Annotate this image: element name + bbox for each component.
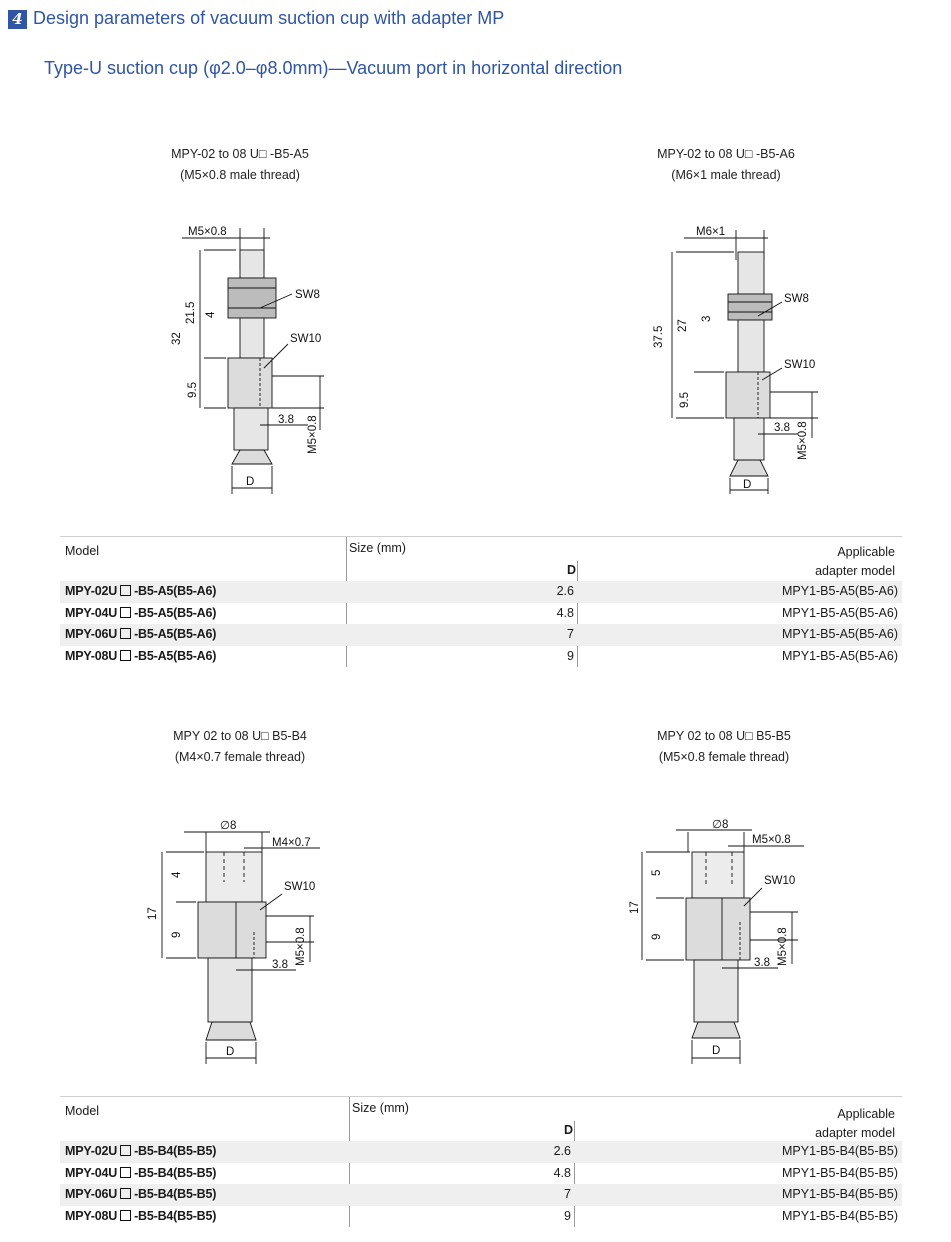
cell-adapter: MPY1-B5-A5(B5-A6): [781, 605, 898, 620]
dim-top: 5: [651, 869, 663, 876]
table-row: [60, 581, 902, 603]
cell-d: 4.8: [553, 1165, 571, 1180]
technical-drawing-a5: [160, 220, 340, 500]
dim-lower: 9.5: [679, 392, 691, 408]
table-body: [60, 1141, 902, 1227]
table-row: [60, 1141, 902, 1163]
table-row: [60, 1206, 902, 1228]
header-d: D: [563, 1123, 573, 1137]
technical-drawing-b4: [147, 812, 330, 1072]
cell-model: MPY-06U -B5-A5(B5-A6): [65, 627, 217, 641]
table-row: [60, 624, 902, 646]
dim-port: M5×0.8: [777, 927, 789, 966]
placeholder-box-icon: [120, 650, 131, 661]
placeholder-box-icon: [120, 585, 131, 596]
spec-table-b: [60, 1096, 902, 1227]
header-adapter-line1: Applicable: [837, 545, 895, 559]
caption-thread: (M4×0.7 female thread): [174, 750, 306, 764]
table-header: [60, 536, 902, 581]
dim-lower: 9.5: [187, 382, 199, 398]
cell-adapter: MPY1-B5-B4(B5-B5): [781, 1165, 898, 1180]
header-size: Size (mm): [352, 1101, 409, 1115]
header-adapter-line1: Applicable: [837, 1107, 895, 1121]
dim-thread: M5×0.8: [188, 226, 227, 238]
column-divider: [577, 561, 578, 581]
dim-thread: M5×0.8: [752, 834, 791, 846]
page-subtitle: Type-U suction cup (φ2.0–φ8.0mm)—Vacuum port in horizontal direction: [44, 58, 623, 78]
dim-top: 4: [171, 871, 183, 878]
dim-nut: 3: [701, 315, 713, 322]
cell-adapter: MPY1-B5-B4(B5-B5): [781, 1187, 898, 1201]
cell-d: 2.6: [553, 1144, 571, 1158]
caption-model: MPY-02 to 08 U□ -B5-A5: [171, 147, 309, 161]
table-row: [60, 603, 902, 625]
cell-model: MPY-06U -B5-B4(B5-B5): [65, 1187, 217, 1201]
cell-d: 9: [564, 1208, 571, 1223]
column-divider: [574, 1121, 575, 1141]
table-body: [60, 581, 902, 667]
cell-model: MPY-04U -B5-A5(B5-A6): [65, 605, 217, 620]
dim-upper: 27: [677, 319, 689, 332]
cell-model: MPY-02U -B5-B4(B5-B5): [65, 1144, 217, 1158]
cell-adapter: MPY1-B5-B4(B5-B5): [781, 1144, 898, 1158]
cell-model: MPY-08U -B5-B4(B5-B5): [65, 1208, 217, 1223]
table-row: [60, 1163, 902, 1185]
dim-offset: 3.8: [754, 957, 770, 969]
dim-hex-top: SW8: [295, 289, 320, 301]
drawing-caption-b4: [140, 726, 340, 768]
dim-offset: 3.8: [278, 414, 294, 426]
dim-hex: SW10: [764, 875, 796, 887]
caption-thread: (M5×0.8 male thread): [180, 168, 300, 182]
dim-hex-height: 9: [171, 931, 183, 938]
placeholder-box-icon: [120, 628, 131, 639]
dim-overall: 17: [629, 901, 641, 914]
cell-d: 7: [567, 627, 574, 641]
dim-overall: 37.5: [653, 325, 665, 348]
dim-overall: 17: [147, 907, 159, 920]
spec-table-a: [60, 536, 902, 667]
dim-diameter: D: [743, 479, 752, 491]
cell-adapter: MPY1-B5-A5(B5-A6): [781, 584, 898, 598]
dim-bore: ∅8: [220, 820, 237, 832]
section-number-badge: 4: [8, 10, 27, 29]
header-adapter-line2: adapter model: [815, 564, 895, 578]
caption-model: MPY-02 to 08 U□ -B5-A6: [657, 147, 795, 161]
placeholder-box-icon: [120, 1145, 131, 1156]
dim-diameter: D: [226, 1046, 235, 1058]
header-adapter-line2: adapter model: [815, 1126, 895, 1140]
cell-d: 7: [564, 1187, 571, 1201]
dim-overall: 32: [171, 332, 183, 345]
dim-hex-height: 9: [651, 933, 663, 940]
placeholder-box-icon: [120, 607, 131, 618]
table-header: [60, 1096, 902, 1141]
caption-model: MPY 02 to 08 U□ B5-B5: [657, 729, 791, 743]
caption-thread: (M5×0.8 female thread): [658, 750, 790, 764]
dim-hex: SW10: [284, 881, 316, 893]
cell-d: 4.8: [556, 605, 574, 620]
dim-hex-bottom: SW10: [784, 359, 816, 371]
dim-nut: 4: [205, 311, 217, 318]
cell-model: MPY-02U -B5-A5(B5-A6): [65, 584, 217, 598]
cell-adapter: MPY1-B5-A5(B5-A6): [781, 648, 898, 663]
cell-model: MPY-04U -B5-B4(B5-B5): [65, 1165, 217, 1180]
placeholder-box-icon: [120, 1188, 131, 1199]
dim-hex-bottom: SW10: [290, 333, 322, 345]
caption-model: MPY 02 to 08 U□ B5-B4: [173, 729, 307, 743]
header-adapter: [815, 1105, 895, 1143]
technical-drawing-a6: [654, 220, 834, 500]
cell-adapter: MPY1-B5-A5(B5-A6): [781, 627, 898, 641]
caption-thread: (M6×1 male thread): [671, 168, 781, 182]
header-model: Model: [65, 544, 100, 558]
placeholder-box-icon: [120, 1210, 131, 1221]
cell-adapter: MPY1-B5-B4(B5-B5): [781, 1208, 898, 1223]
table-row: [60, 646, 902, 668]
cell-model: MPY-08U -B5-A5(B5-A6): [65, 648, 217, 663]
placeholder-box-icon: [120, 1167, 131, 1178]
dim-upper: 21.5: [185, 301, 197, 324]
header-d: D: [566, 563, 576, 577]
drawing-caption-a6: [626, 144, 826, 186]
dim-offset: 3.8: [774, 422, 790, 434]
dim-diameter: D: [712, 1045, 721, 1057]
cell-d: 2.6: [556, 584, 574, 598]
dim-bore: ∅8: [712, 819, 729, 831]
dim-port: M5×0.8: [797, 421, 809, 460]
header-size: Size (mm): [349, 541, 406, 555]
dim-hex-top: SW8: [784, 293, 809, 305]
header-adapter: [815, 543, 895, 581]
cell-d: 9: [567, 648, 574, 663]
table-row: [60, 1184, 902, 1206]
header-model: Model: [65, 1104, 100, 1118]
drawing-caption-b5: [624, 726, 824, 768]
technical-drawing-b5: [629, 812, 812, 1072]
dim-offset: 3.8: [272, 959, 288, 971]
dim-port: M5×0.8: [295, 927, 307, 966]
dim-thread: M4×0.7: [272, 837, 311, 849]
dim-port: M5×0.8: [307, 415, 319, 454]
dim-thread: M6×1: [696, 226, 726, 238]
dim-diameter: D: [246, 476, 255, 488]
drawing-caption-a5: [140, 144, 340, 186]
page-title: Design parameters of vacuum suction cup with adapter MP: [33, 8, 505, 28]
